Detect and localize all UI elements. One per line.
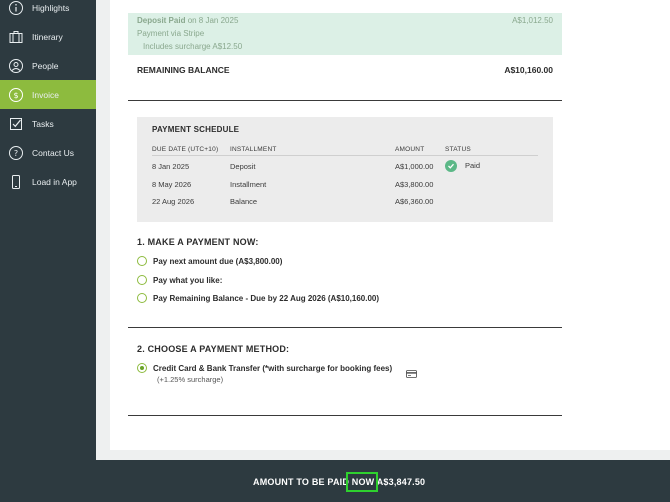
surcharge-note: (+1.25% surcharge)	[157, 375, 224, 384]
sidebar-item-tasks[interactable]	[0, 109, 96, 138]
credit-card-icon	[406, 365, 417, 383]
remaining-balance-label: REMAINING BALANCE	[137, 65, 230, 75]
deposit-amount: A$1,012.50	[512, 16, 553, 25]
sidebar-item-contact-us[interactable]	[0, 138, 96, 167]
sidebar-item-label: Itinerary	[32, 31, 63, 42]
pay-remaining-balance-option[interactable]	[137, 293, 379, 303]
dollar-icon	[8, 87, 24, 103]
sidebar-item-people[interactable]	[0, 51, 96, 80]
column-header-amount: AMOUNT	[395, 146, 425, 153]
divider	[128, 327, 562, 328]
option-label: Pay what you like:	[153, 275, 223, 285]
sidebar-item-load-in-app[interactable]	[0, 167, 96, 196]
deposit-surcharge: Includes surcharge A$12.50	[143, 42, 243, 51]
now-highlight-box	[346, 472, 378, 492]
pay-next-amount-option[interactable]	[137, 256, 282, 266]
radio-button[interactable]	[137, 256, 147, 266]
payment-method-title: 2. CHOOSE A PAYMENT METHOD:	[137, 344, 290, 354]
sidebar-item-label: Tasks	[32, 118, 54, 129]
svg-text:?: ?	[13, 148, 19, 158]
radio-button[interactable]	[137, 363, 147, 373]
remaining-balance-value: A$10,160.00	[504, 65, 553, 75]
row-date: 8 Jan 2025	[152, 162, 190, 171]
info-icon	[8, 0, 24, 16]
payment-schedule	[137, 117, 553, 222]
column-header-status: STATUS	[445, 146, 471, 153]
sidebar-item-label: People	[32, 60, 59, 71]
phone-icon	[8, 174, 24, 190]
deposit-date: on 8 Jan 2025	[187, 16, 239, 25]
row-status: Paid	[465, 161, 481, 170]
sidebar-item-label: Invoice	[32, 89, 59, 100]
column-header-due-date: DUE DATE (UTC+10)	[152, 146, 219, 153]
sidebar-item-label: Load in App	[32, 176, 77, 187]
row-amount: A$3,800.00	[395, 180, 434, 189]
suitcase-icon	[8, 29, 24, 45]
row-installment: Deposit	[230, 162, 256, 171]
deposit-paid-notice	[128, 13, 562, 55]
row-date: 22 Aug 2026	[152, 197, 195, 206]
sidebar	[0, 0, 96, 460]
sidebar-item-label: Contact Us	[32, 147, 75, 158]
svg-text:$: $	[13, 90, 19, 100]
option-label: Pay Remaining Balance - Due by 22 Aug 2026 (A$10,160.00)	[153, 293, 380, 303]
option-label: Pay next amount due (A$3,800.00)	[153, 256, 283, 266]
paid-check-icon	[445, 160, 457, 172]
make-payment-title: 1. MAKE A PAYMENT NOW:	[137, 237, 259, 247]
sidebar-item-invoice[interactable]	[0, 80, 96, 109]
sidebar-item-label: Highlights	[32, 2, 70, 13]
schedule-title: PAYMENT SCHEDULE	[152, 125, 240, 134]
radio-button[interactable]	[137, 293, 147, 303]
divider	[128, 415, 562, 416]
question-icon	[8, 145, 24, 161]
deposit-title: Deposit Paid on 8 Jan 2025	[137, 16, 239, 25]
option-label: Credit Card & Bank Transfer (*with surcharge for booking fees)	[153, 363, 393, 373]
schedule-header-rule	[152, 155, 538, 156]
radio-button[interactable]	[137, 275, 147, 285]
amount-to-pay-bar	[0, 460, 670, 502]
row-installment: Installment	[230, 180, 267, 189]
checkbox-icon	[8, 116, 24, 132]
row-installment: Balance	[230, 197, 258, 206]
deposit-method: Payment via Stripe	[137, 29, 205, 38]
row-amount: A$6,360.00	[395, 197, 434, 206]
people-icon	[8, 58, 24, 74]
divider	[128, 100, 562, 101]
sidebar-item-itinerary[interactable]	[0, 22, 96, 51]
credit-card-bank-transfer-option[interactable]	[137, 363, 392, 373]
amount-to-pay-text: AMOUNT TO BE PAID NOW A$3,847.50	[253, 477, 426, 487]
pay-what-you-like-option[interactable]	[137, 275, 222, 285]
column-header-installment: INSTALLMENT	[230, 146, 277, 153]
row-amount: A$1,000.00	[395, 162, 434, 171]
row-date: 8 May 2026	[152, 180, 192, 189]
sidebar-item-highlights[interactable]	[0, 0, 96, 22]
